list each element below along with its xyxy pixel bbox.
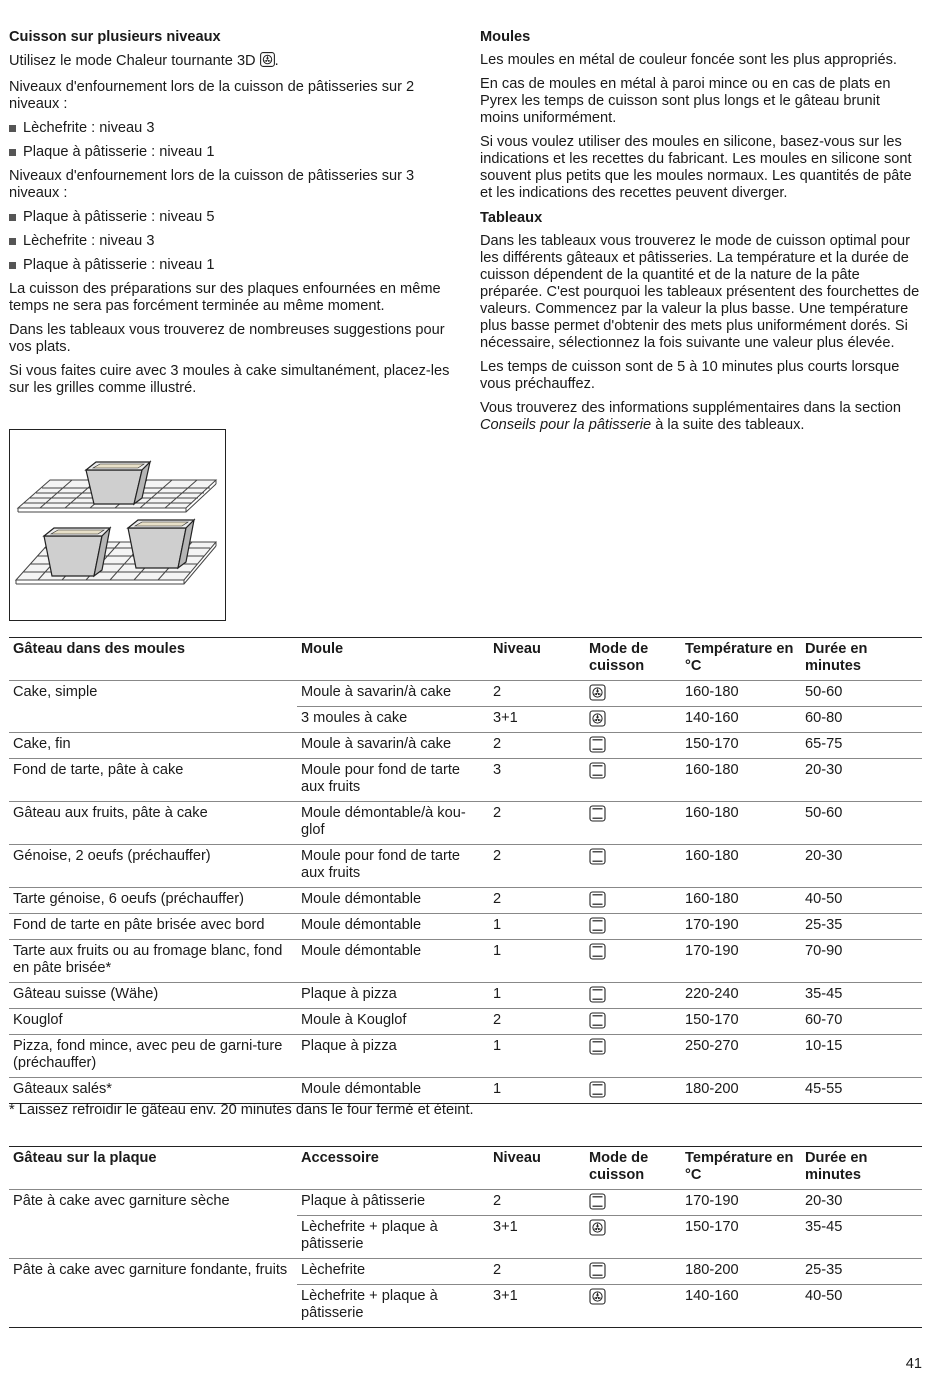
cake-mould-icon (128, 520, 194, 568)
table-cell-time: 40-50 (801, 888, 922, 914)
table-cell-level: 3+1 (489, 1216, 585, 1259)
table-cell-time: 20-30 (801, 845, 922, 888)
table-cell-level: 1 (489, 940, 585, 983)
paragraph: En cas de moules en métal à paroi mince ou en cas de plats en Pyrex les temps de cuisson sont plus longs et le gâteau brunit moins uniformément. (480, 76, 891, 126)
column-header: Gâteau dans des moules (9, 638, 297, 681)
table-cell-mould: Moule pour fond de tarte aux fruits (297, 845, 489, 888)
table-cell-mould: Lèchefrite + plaque à pâtisserie (297, 1216, 489, 1259)
table-cell-time: 50-60 (801, 681, 922, 707)
table-cell-cake (9, 1216, 297, 1259)
top-bottom-heat-icon (585, 733, 681, 759)
table-cell-temp: 170-190 (681, 940, 801, 983)
column-header: Température en °C (681, 638, 801, 681)
column-header: Mode de cuisson (585, 1147, 681, 1190)
3d-hot-air-icon (585, 681, 681, 707)
table-cell-temp: 220-240 (681, 983, 801, 1009)
table-cell-level: 2 (489, 733, 585, 759)
table-row (9, 983, 922, 1009)
table-row (9, 914, 922, 940)
paragraph: Dans les tableaux vous trouverez de nombreuses suggestions pour vos plats. (9, 322, 445, 355)
table-cell-cake: Fond de tarte, pâte à cake (9, 759, 297, 802)
cake-mould-icon (44, 528, 110, 576)
section-heading-tables: Tableaux (480, 210, 543, 226)
table-cell-temp: 250-270 (681, 1035, 801, 1078)
paragraph: Les moules en métal de couleur foncée sont les plus appropriés. (480, 52, 897, 68)
page-number: 41 (905, 1356, 922, 1372)
table-cell-temp: 160-180 (681, 802, 801, 845)
section-heading-moulds: Moules (480, 29, 531, 45)
table-row (9, 940, 922, 983)
table-cell-cake: Fond de tarte en pâte brisée avec bord (9, 914, 297, 940)
table-cell-level: 3+1 (489, 707, 585, 733)
table-row (9, 1259, 922, 1285)
moulds-cooking-table (9, 637, 922, 1104)
table-cell-mould: Moule démontable/à kou-glof (297, 802, 489, 845)
right-column (480, 29, 922, 441)
table-cell-temp: 150-170 (681, 1009, 801, 1035)
column-header: Moule (297, 638, 489, 681)
paragraph: Les temps de cuisson sont de 5 à 10 minutes plus courts lorsque vous préchauffez. (480, 359, 900, 392)
top-bottom-heat-icon (585, 1078, 681, 1104)
top-bottom-heat-icon (585, 1259, 681, 1285)
table-cell-mould: Moule démontable (297, 888, 489, 914)
table-cell-temp: 160-180 (681, 888, 801, 914)
column-header: Niveau (489, 1147, 585, 1190)
table-cell-temp: 150-170 (681, 733, 801, 759)
text-span: à la suite des tableaux. (651, 417, 805, 433)
two-level-list (9, 120, 461, 161)
table-cell-cake: Gâteau aux fruits, pâte à cake (9, 802, 297, 845)
3d-hot-air-icon (585, 707, 681, 733)
table-cell-cake: Kouglof (9, 1009, 297, 1035)
intro-paragraph (9, 52, 461, 72)
table-row (9, 845, 922, 888)
intro-text: Utilisez le mode Chaleur tournante 3D (9, 53, 256, 69)
table-cell-time: 25-35 (801, 914, 922, 940)
list-item: Plaque à pâtisserie : niveau 1 (9, 144, 461, 161)
table-cell-level: 2 (489, 1259, 585, 1285)
paragraph (480, 400, 922, 434)
table-cell-cake: Cake, simple (13, 684, 98, 700)
section-heading-multi-level: Cuisson sur plusieurs niveaux (9, 29, 221, 45)
table-cell-level: 2 (489, 1190, 585, 1216)
3d-hot-air-icon (260, 52, 275, 72)
table-cell-level: 2 (489, 681, 585, 707)
text-span: Vous trouverez des informations supplémentaires dans la section (480, 400, 902, 416)
table-cell-time: 70-90 (801, 940, 922, 983)
table-cell-mould: 3 moules à cake (297, 707, 489, 733)
top-bottom-heat-icon (585, 940, 681, 983)
table-cell-level: 1 (489, 1078, 585, 1104)
top-bottom-heat-icon (585, 1035, 681, 1078)
left-column (9, 29, 461, 404)
table-row (9, 1216, 922, 1259)
table-cell-cake (9, 707, 297, 733)
table-cell-level: 2 (489, 1009, 585, 1035)
table-cell-cake (9, 1285, 297, 1328)
table-cell-cake: Pâte à cake avec garniture fondante, fruits (13, 1262, 288, 1278)
table-cell-mould: Lèchefrite + plaque à pâtisserie (297, 1285, 489, 1328)
column-header: Durée en minutes (801, 638, 922, 681)
table-cell-temp: 140-160 (681, 707, 801, 733)
table-row (9, 1190, 922, 1216)
list-item: Lèchefrite : niveau 3 (9, 233, 461, 250)
table-cell-time: 60-70 (801, 1009, 922, 1035)
list-item: Lèchefrite : niveau 3 (9, 120, 461, 137)
column-header: Gâteau sur la plaque (9, 1147, 297, 1190)
table-row (9, 707, 922, 733)
two-level-paragraph: Niveaux d'enfournement lors de la cuisson de pâtisseries sur 2 niveaux : (9, 79, 415, 112)
table-cell-level: 1 (489, 914, 585, 940)
table-cell-mould: Plaque à pizza (297, 983, 489, 1009)
table-cell-cake: Gâteaux salés* (9, 1078, 297, 1104)
top-bottom-heat-icon (585, 983, 681, 1009)
section-reference: Conseils pour la pâtisserie (480, 417, 652, 433)
table-row (9, 802, 922, 845)
tray-cooking-table (9, 1146, 922, 1328)
paragraph: Si vous faites cuire avec 3 moules à cake simultanément, placez-les sur les grilles comme illustré. (9, 363, 450, 396)
table-cell-mould: Moule à savarin/à cake (297, 681, 489, 707)
table-cell-temp: 150-170 (681, 1216, 801, 1259)
top-bottom-heat-icon (585, 802, 681, 845)
table-cell-mould: Plaque à pizza (297, 1035, 489, 1078)
table-cell-time: 65-75 (801, 733, 922, 759)
3d-hot-air-icon (585, 1216, 681, 1259)
paragraph: Si vous voulez utiliser des moules en silicone, basez-vous sur les indications et les recettes du fabricant. Les moules en silicone sont souvent plus petits que les moules normaux. Les quantités de pâte et les indications des recettes peuvent diverger. (480, 134, 912, 201)
three-level-list (9, 209, 461, 274)
table-cell-time: 40-50 (801, 1285, 922, 1328)
table-row (9, 1009, 922, 1035)
paragraph: La cuisson des préparations sur des plaques enfournées en même temps ne sera pas forcément terminée au même moment. (9, 281, 441, 314)
table-cell-level: 1 (489, 983, 585, 1009)
table-cell-mould: Moule démontable (297, 1078, 489, 1104)
table-row (9, 888, 922, 914)
column-header: Durée en minutes (801, 1147, 922, 1190)
table-cell-level: 3 (489, 759, 585, 802)
table-cell-time: 50-60 (801, 802, 922, 845)
table-cell-level: 3+1 (489, 1285, 585, 1328)
top-bottom-heat-icon (585, 759, 681, 802)
table-cell-time: 10-15 (801, 1035, 922, 1078)
table-cell-cake: Génoise, 2 oeufs (préchauffer) (9, 845, 297, 888)
list-item: Plaque à pâtisserie : niveau 1 (9, 257, 461, 274)
cake-moulds-illustration (9, 429, 226, 621)
top-bottom-heat-icon (585, 1009, 681, 1035)
table-cell-temp: 170-190 (681, 1190, 801, 1216)
top-bottom-heat-icon (585, 914, 681, 940)
table-cell-time: 20-30 (801, 1190, 922, 1216)
table-cell-temp: 180-200 (681, 1078, 801, 1104)
table-cell-temp: 160-180 (681, 681, 801, 707)
paragraph: Dans les tableaux vous trouverez le mode de cuisson optimal pour les différents gâteaux et pâtisseries. La température et la durée de cuisson dépendent de la quantité et de la nature de la pâte préparée. C'est pourquoi les tableaux présentent des fourchettes de valeurs. Commencez par la valeur la plus basse. Une température plus basse permet d'obtenir des mets plus uniformément dorés. Si nécessaire, sélectionnez la fois suivante une valeur plus élevée. (480, 233, 920, 351)
table-cell-level: 1 (489, 1035, 585, 1078)
table-footnote: * Laissez refroidir le gâteau env. 20 minutes dans le four fermé et éteint. (9, 1102, 474, 1118)
top-bottom-heat-icon (585, 888, 681, 914)
top-bottom-heat-icon (585, 1190, 681, 1216)
table-cell-temp: 140-160 (681, 1285, 801, 1328)
table-cell-cake: Gâteau suisse (Wähe) (9, 983, 297, 1009)
list-item: Plaque à pâtisserie : niveau 5 (9, 209, 461, 226)
table-cell-time: 60-80 (801, 707, 922, 733)
table-row (9, 681, 922, 707)
column-header: Accessoire (297, 1147, 489, 1190)
table-cell-temp: 180-200 (681, 1259, 801, 1285)
table-cell-mould: Moule démontable (297, 940, 489, 983)
table-row (9, 759, 922, 802)
top-bottom-heat-icon (585, 845, 681, 888)
table-cell-mould: Moule à savarin/à cake (297, 733, 489, 759)
table-cell-cake: Pizza, fond mince, avec peu de garni-ture (préchauffer) (9, 1035, 297, 1078)
table-cell-time: 45-55 (801, 1078, 922, 1104)
table-cell-level: 2 (489, 845, 585, 888)
table-row (9, 1285, 922, 1328)
table-cell-temp: 160-180 (681, 845, 801, 888)
table-cell-cake: Tarte génoise, 6 oeufs (préchauffer) (9, 888, 297, 914)
column-header: Température en °C (681, 1147, 801, 1190)
table-cell-cake: Tarte aux fruits ou au fromage blanc, fond en pâte brisée* (9, 940, 297, 983)
cake-mould-icon (86, 462, 150, 504)
table-cell-temp: 170-190 (681, 914, 801, 940)
table-cell-time: 35-45 (801, 983, 922, 1009)
table-cell-cake: Pâte à cake avec garniture sèche (13, 1193, 230, 1209)
table-cell-mould: Lèchefrite (297, 1259, 489, 1285)
table-cell-time: 35-45 (801, 1216, 922, 1259)
table-cell-cake: Cake, fin (9, 733, 297, 759)
table-cell-mould: Moule à Kouglof (297, 1009, 489, 1035)
intro-end: . (274, 53, 279, 69)
column-header: Niveau (489, 638, 585, 681)
table-row (9, 733, 922, 759)
table-header-row (9, 1147, 922, 1190)
table-cell-mould: Moule pour fond de tarte aux fruits (297, 759, 489, 802)
table-cell-temp: 160-180 (681, 759, 801, 802)
three-level-paragraph: Niveaux d'enfournement lors de la cuisson de pâtisseries sur 3 niveaux : (9, 168, 415, 201)
table-row (9, 1078, 922, 1104)
column-header: Mode de cuisson (585, 638, 681, 681)
table-cell-mould: Plaque à pâtisserie (297, 1190, 489, 1216)
table-cell-level: 2 (489, 802, 585, 845)
table-cell-time: 25-35 (801, 1259, 922, 1285)
table-cell-mould: Moule démontable (297, 914, 489, 940)
table-cell-level: 2 (489, 888, 585, 914)
table-cell-time: 20-30 (801, 759, 922, 802)
3d-hot-air-icon (585, 1285, 681, 1328)
table-header-row (9, 638, 922, 681)
table-row (9, 1035, 922, 1078)
